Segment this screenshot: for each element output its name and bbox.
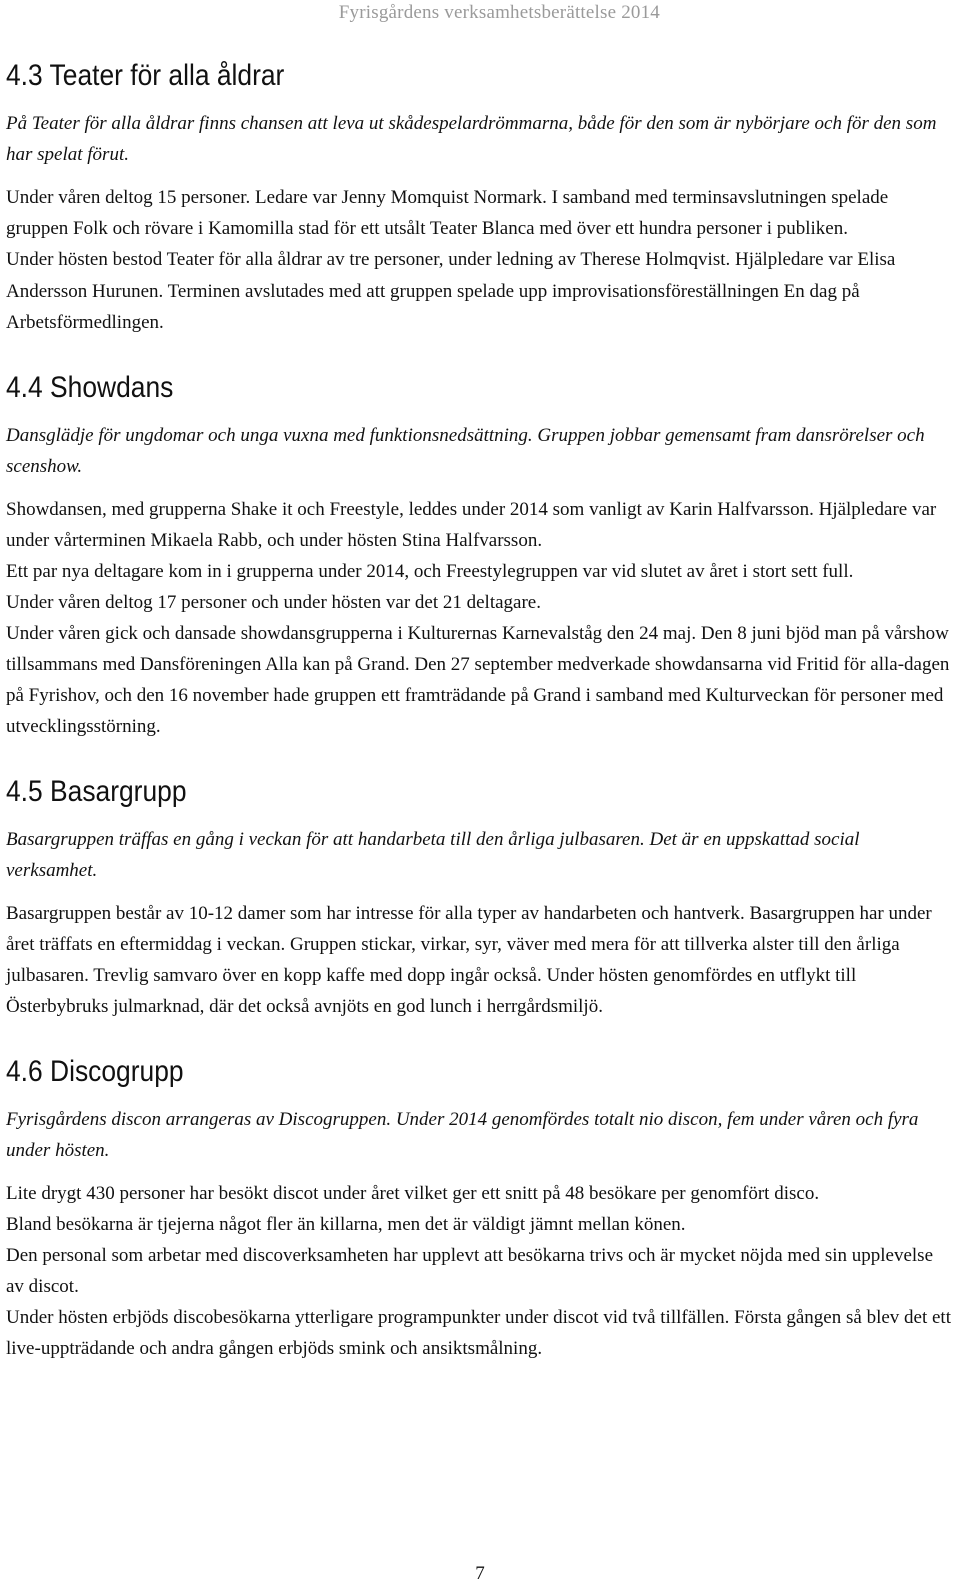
paragraph: Under våren deltog 17 personer och under hösten var det 21 deltagare. [6,592,541,614]
section-basargrupp [6,772,954,1022]
section-heading: 4.4 Showdans [6,371,174,405]
section-heading: 4.5 Basargrupp [6,775,187,809]
paragraph: Under hösten bestod Teater för alla åldrar av tre personer, under ledning av Therese Holmqvist. Hjälpledare var Elisa Andersson Hurunen. Terminen avslutades med att gruppen spelade upp improvisationsföreställningen En dag på Arbetsförmedlingen. [6,249,896,333]
section-body [6,898,954,1022]
paragraph: Den personal som arbetar med discoverksamheten har upplevt att besökarna trivs och är mycket nöjda med sin upplevelse av discot. [6,1245,934,1298]
section-showdans [6,368,954,742]
paragraph: Lite drygt 430 personer har besökt discot under året vilket ger ett snitt på 48 besökare per genomfört disco. [6,1183,820,1205]
running-header: Fyrisgårdens verksamhetsberättelse 2014 [338,2,660,23]
section-body [6,494,954,742]
paragraph: Under våren deltog 15 personer. Ledare var Jenny Momquist Normark. I samband med terminsavslutningen spelade gruppen Folk och rövare i Kamomilla stad för ett utsålt Teater Blanca med över ett hundra personer i publiken. [6,187,889,240]
section-intro: Dansglädje för ungdomar och unga vuxna med funktionsnedsättning. Gruppen jobbar gemensamt fram dansrörelser och scenshow. [6,425,925,478]
paragraph: Basargruppen består av 10-12 damer som har intresse för alla typer av handarbeten och hantverk. Basargruppen har under året träffats en eftermiddag i veckan. Gruppen stickar, virkar, syr, väver med mera för att tillverka alster till den årliga julbasaren. Trevlig samvaro över en kopp kaffe med dopp ingår också. Under hösten genomfördes en utflykt till Österbybruks julmarknad, där det också avnjöts en god lunch i herrgårdsmiljö. [6,903,932,1018]
section-intro: På Teater för alla åldrar finns chansen att leva ut skådespelardrömmarna, både för den som är nybörjare och för den som har spelat förut. [6,113,937,165]
section-intro: Fyrisgårdens discon arrangeras av Discogruppen. Under 2014 genomfördes totalt nio discon, fem under våren och fyra under hösten. [6,1109,919,1162]
section-intro: Basargruppen träffas en gång i veckan för att handarbeta till den årliga julbasaren. Det är en uppskattad social verksamhet. [6,829,860,882]
paragraph: Ett par nya deltagare kom in i grupperna under 2014, och Freestylegruppen var vid slutet av året i stort sett full. [6,561,854,583]
section-body [6,1178,954,1364]
paragraph: Bland besökarna är tjejerna något fler än killarna, men det är väldigt jämnt mellan könen. [6,1214,686,1236]
paragraph: Under våren gick och dansade showdansgrupperna i Kulturernas Karnevalståg den 24 maj. Den 8 juni bjöd man på vårshow tillsammans med Dansföreningen Alla kan på Grand. Den 27 september medverkade showdansarna vid Fritid för alla-dagen på Fyrishov, och den 16 november hade gruppen ett framträdande på Grand i samband med Kulturveckan för personer med utvecklingsstörning. [6,623,950,738]
section-body [6,182,954,338]
section-teater [6,56,954,338]
paragraph: Showdansen, med grupperna Shake it och Freestyle, leddes under 2014 som vanligt av Karin Halfvarsson. Hjälpledare var under vårterminen Mikaela Rabb, och under hösten Stina Halfvarsson. [6,499,937,552]
section-heading: 4.3 Teater för alla åldrar [6,59,285,92]
document-body [6,56,954,1364]
page-number: 7 [475,1563,485,1584]
section-heading: 4.6 Discogrupp [6,1055,184,1089]
section-discogrupp [6,1052,954,1364]
paragraph: Under hösten erbjöds discobesökarna ytterligare programpunkter under discot vid två tillfällen. Första gången så blev det ett live-uppträdande och andra gången erbjöds smink och ansiktsmålning. [6,1307,951,1360]
